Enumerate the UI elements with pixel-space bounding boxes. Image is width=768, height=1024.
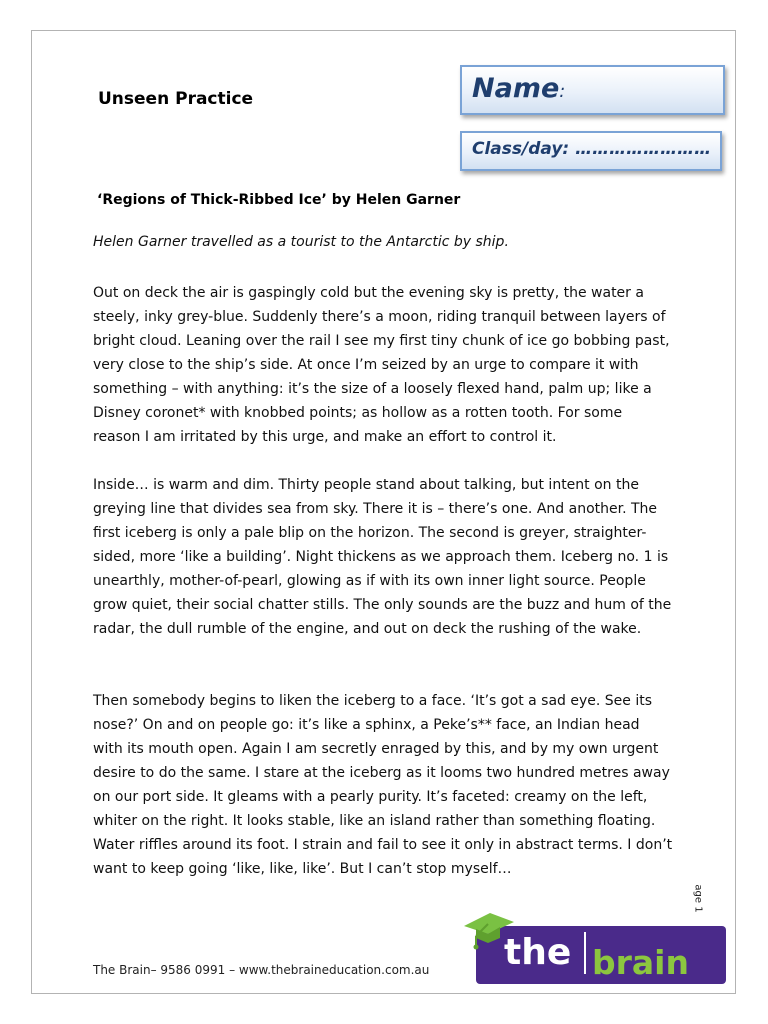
logo-graphic: [462, 908, 727, 986]
name-field-box[interactable]: [460, 65, 725, 115]
intro-text: Helen Garner travelled as a tourist to the Antarctic by ship.: [93, 234, 509, 250]
class-day-field-box[interactable]: [460, 131, 722, 171]
page-number-label: age 1: [692, 883, 704, 913]
paragraph-1: Out on deck the air is gaspingly cold but the evening sky is pretty, the water a steely, inky grey-blue. Suddenly there’s a moon, riding tranquil between layers of bright cloud. Leaning over the rail I see my first tiny chunk of ice go bobbing past, very close to the ship’s side. At once I’m seized by an urge to compare it with something – with anything: it’s the size of a loosely flexed hand, palm up; like a Disney coronet* with knobbed points; as hollow as a rotten tooth. For some reason I am irritated by this urge, and make an effort to control it.: [93, 285, 670, 445]
name-label: Name: [472, 73, 560, 104]
page-title: Unseen Practice: [98, 89, 254, 109]
paragraph-2: Inside… is warm and dim. Thirty people stand about talking, but intent on the greying line that divides sea from sky. There it is – there’s one. And another. The first iceberg is only a pale blip on the horizon. The second is greyer, straighter-sided, more ‘like a building’. Night thickens as we approach them. Iceberg no. 1 is unearthly, mother-of-pearl, glowing as if with its own inner light source. People grow quiet, their social chatter stills. The only sounds are the buzz and hum of the radar, the dull rumble of the engine, and out on deck the rushing of the wake.: [93, 477, 672, 637]
extract-title: ‘Regions of Thick-Ribbed Ice’ by Helen Garner: [97, 192, 461, 208]
paragraph-3: Then somebody begins to liken the iceberg to a face. ‘It’s got a sad eye. See its nose?’ On and on people go: it’s like a sphinx, a Peke’s** face, an Indian head with its mouth open. Again I am secretly enraged by this, and by my own urgent desire to do the same. I stare at the iceberg as it looms two hundred metres away on our port side. It gleams with a pearly purity. It’s faceted: creamy on the left, whiter on the right. It looks stable, like an island rather than something floating. Water riffles around its foot. I strain and fail to see it only in abstract terms. I don’t want to keep going ‘like, like, like’. But I can’t stop myself…: [93, 693, 673, 877]
logo-word-brain: brain: [592, 943, 689, 982]
the-brain-logo: [462, 908, 727, 986]
class-day-label: Class/day: ……………………: [472, 139, 712, 159]
footer-contact: The Brain– 9586 0991 – www.thebraineducation.com.au: [93, 963, 430, 977]
logo-word-the: the: [504, 932, 572, 973]
name-colon: :: [559, 81, 566, 102]
